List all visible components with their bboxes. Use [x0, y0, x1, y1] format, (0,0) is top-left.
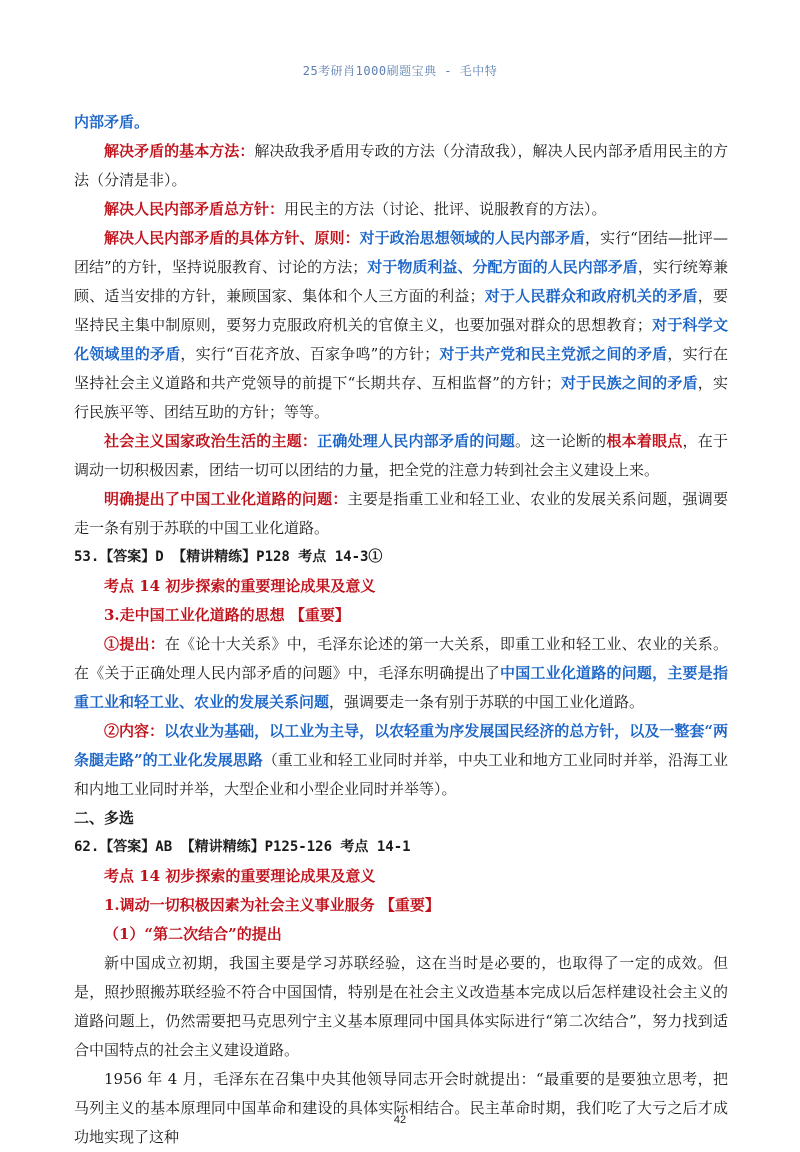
paragraph: 明确提出了中国工业化道路的问题：主要是指重工业和轻工业、农业的发展关系问题，强调要走一条有别于苏联的中国工业化道路。 [74, 490, 728, 537]
page-content [74, 108, 728, 1152]
paragraph: 社会主义国家政治生活的主题：正确处理人民内部矛盾的问题。这一论断的根本着眼点，在于调动一切积极因素，团结一切可以团结的力量，把全党的注意力转到社会主义建设上来。 [74, 432, 728, 479]
paragraph: 解决人民内部矛盾总方针：用民主的方法（讨论、批评、说服教育的方法）。 [104, 200, 607, 218]
paragraph: 新中国成立初期，我国主要是学习苏联经验，这在当时是必要的，也取得了一定的成效。但是，照抄照搬苏联经验不符合中国国情，特别是在社会主义改造基本完成以后怎样建设社会主义的道路问题上，仍然需要把马克思列宁主义基本原理同中国具体实际进行“第二次结合”，努力找到适合中国特点的社会主义建设道路。 [74, 954, 728, 1059]
section-title: 3.走中国工业化道路的思想 【重要】 [104, 606, 350, 624]
answer-line: 62.【答案】AB 【精讲精练】P125-126 考点 14-1 [74, 839, 411, 855]
paragraph: ②内容：以农业为基础，以工业为主导，以农轻重为序发展国民经济的总方针，以及一整套“两条腿走路”的工业化发展思路（重工业和轻工业同时并举，中央工业和地方工业同时并举，沿海工业和内地工业同时并举，大型企业和小型企业同时并举等）。 [74, 722, 728, 798]
page-header: 25考研肖1000刷题宝典 - 毛中特 [302, 64, 498, 78]
paragraph: 解决矛盾的基本方法：解决敌我矛盾用专政的方法（分清敌我），解决人民内部矛盾用民主的方法（分清是非）。 [74, 142, 728, 189]
paragraph: 解决人民内部矛盾的具体方针、原则：对于政治思想领域的人民内部矛盾，实行“团结—批评—团结”的方针，坚持说服教育、讨论的方法；对于物质利益、分配方面的人民内部矛盾，实行统筹兼顾、适当安排的方针，兼顾国家、集体和个人三方面的利益；对于人民群众和政府机关的矛盾，要坚持民主集中制原则，要努力克服政府机关的官僚主义，也要加强对群众的思想教育；对于科学文化领域里的矛盾，实行“百花齐放、百家争鸣”的方针；对于共产党和民主党派之间的矛盾，实行在坚持社会主义道路和共产党领导的前提下“长期共存、互相监督”的方针；对于民族之间的矛盾，实行民族平等、团结互助的方针；等等。 [74, 229, 728, 421]
page-number: 42 [393, 1114, 407, 1126]
key-point-heading: 考点 14 初步探索的重要理论成果及意义 [104, 867, 376, 885]
section-title: 1.调动一切积极因素为社会主义事业服务 【重要】 [104, 896, 440, 914]
answer-line: 53.【答案】D 【精讲精练】P128 考点 14-3① [74, 549, 383, 565]
section-heading: 二、多选 [74, 809, 135, 827]
paragraph: ①提出：在《论十大关系》中，毛泽东论述的第一大关系，即重工业和轻工业、农业的关系。在《关于正确处理人民内部矛盾的问题》中，毛泽东明确提出了中国工业化道路的问题，主要是指重工业和轻工业、农业的发展关系问题，强调要走一条有别于苏联的中国工业化道路。 [74, 635, 728, 711]
key-point-heading: 考点 14 初步探索的重要理论成果及意义 [104, 577, 376, 595]
subsection-title: （1）“第二次结合”的提出 [104, 925, 282, 943]
paragraph: 1956 年 4 月，毛泽东在召集中央其他领导同志开会时就提出：“最重要的是要独立思考，把马列主义的基本原理同中国革命和建设的具体实际相结合。民主革命时期，我们吃了大亏之后才成功地实现了这种 [74, 1070, 728, 1146]
paragraph: 内部矛盾。 [74, 113, 150, 131]
